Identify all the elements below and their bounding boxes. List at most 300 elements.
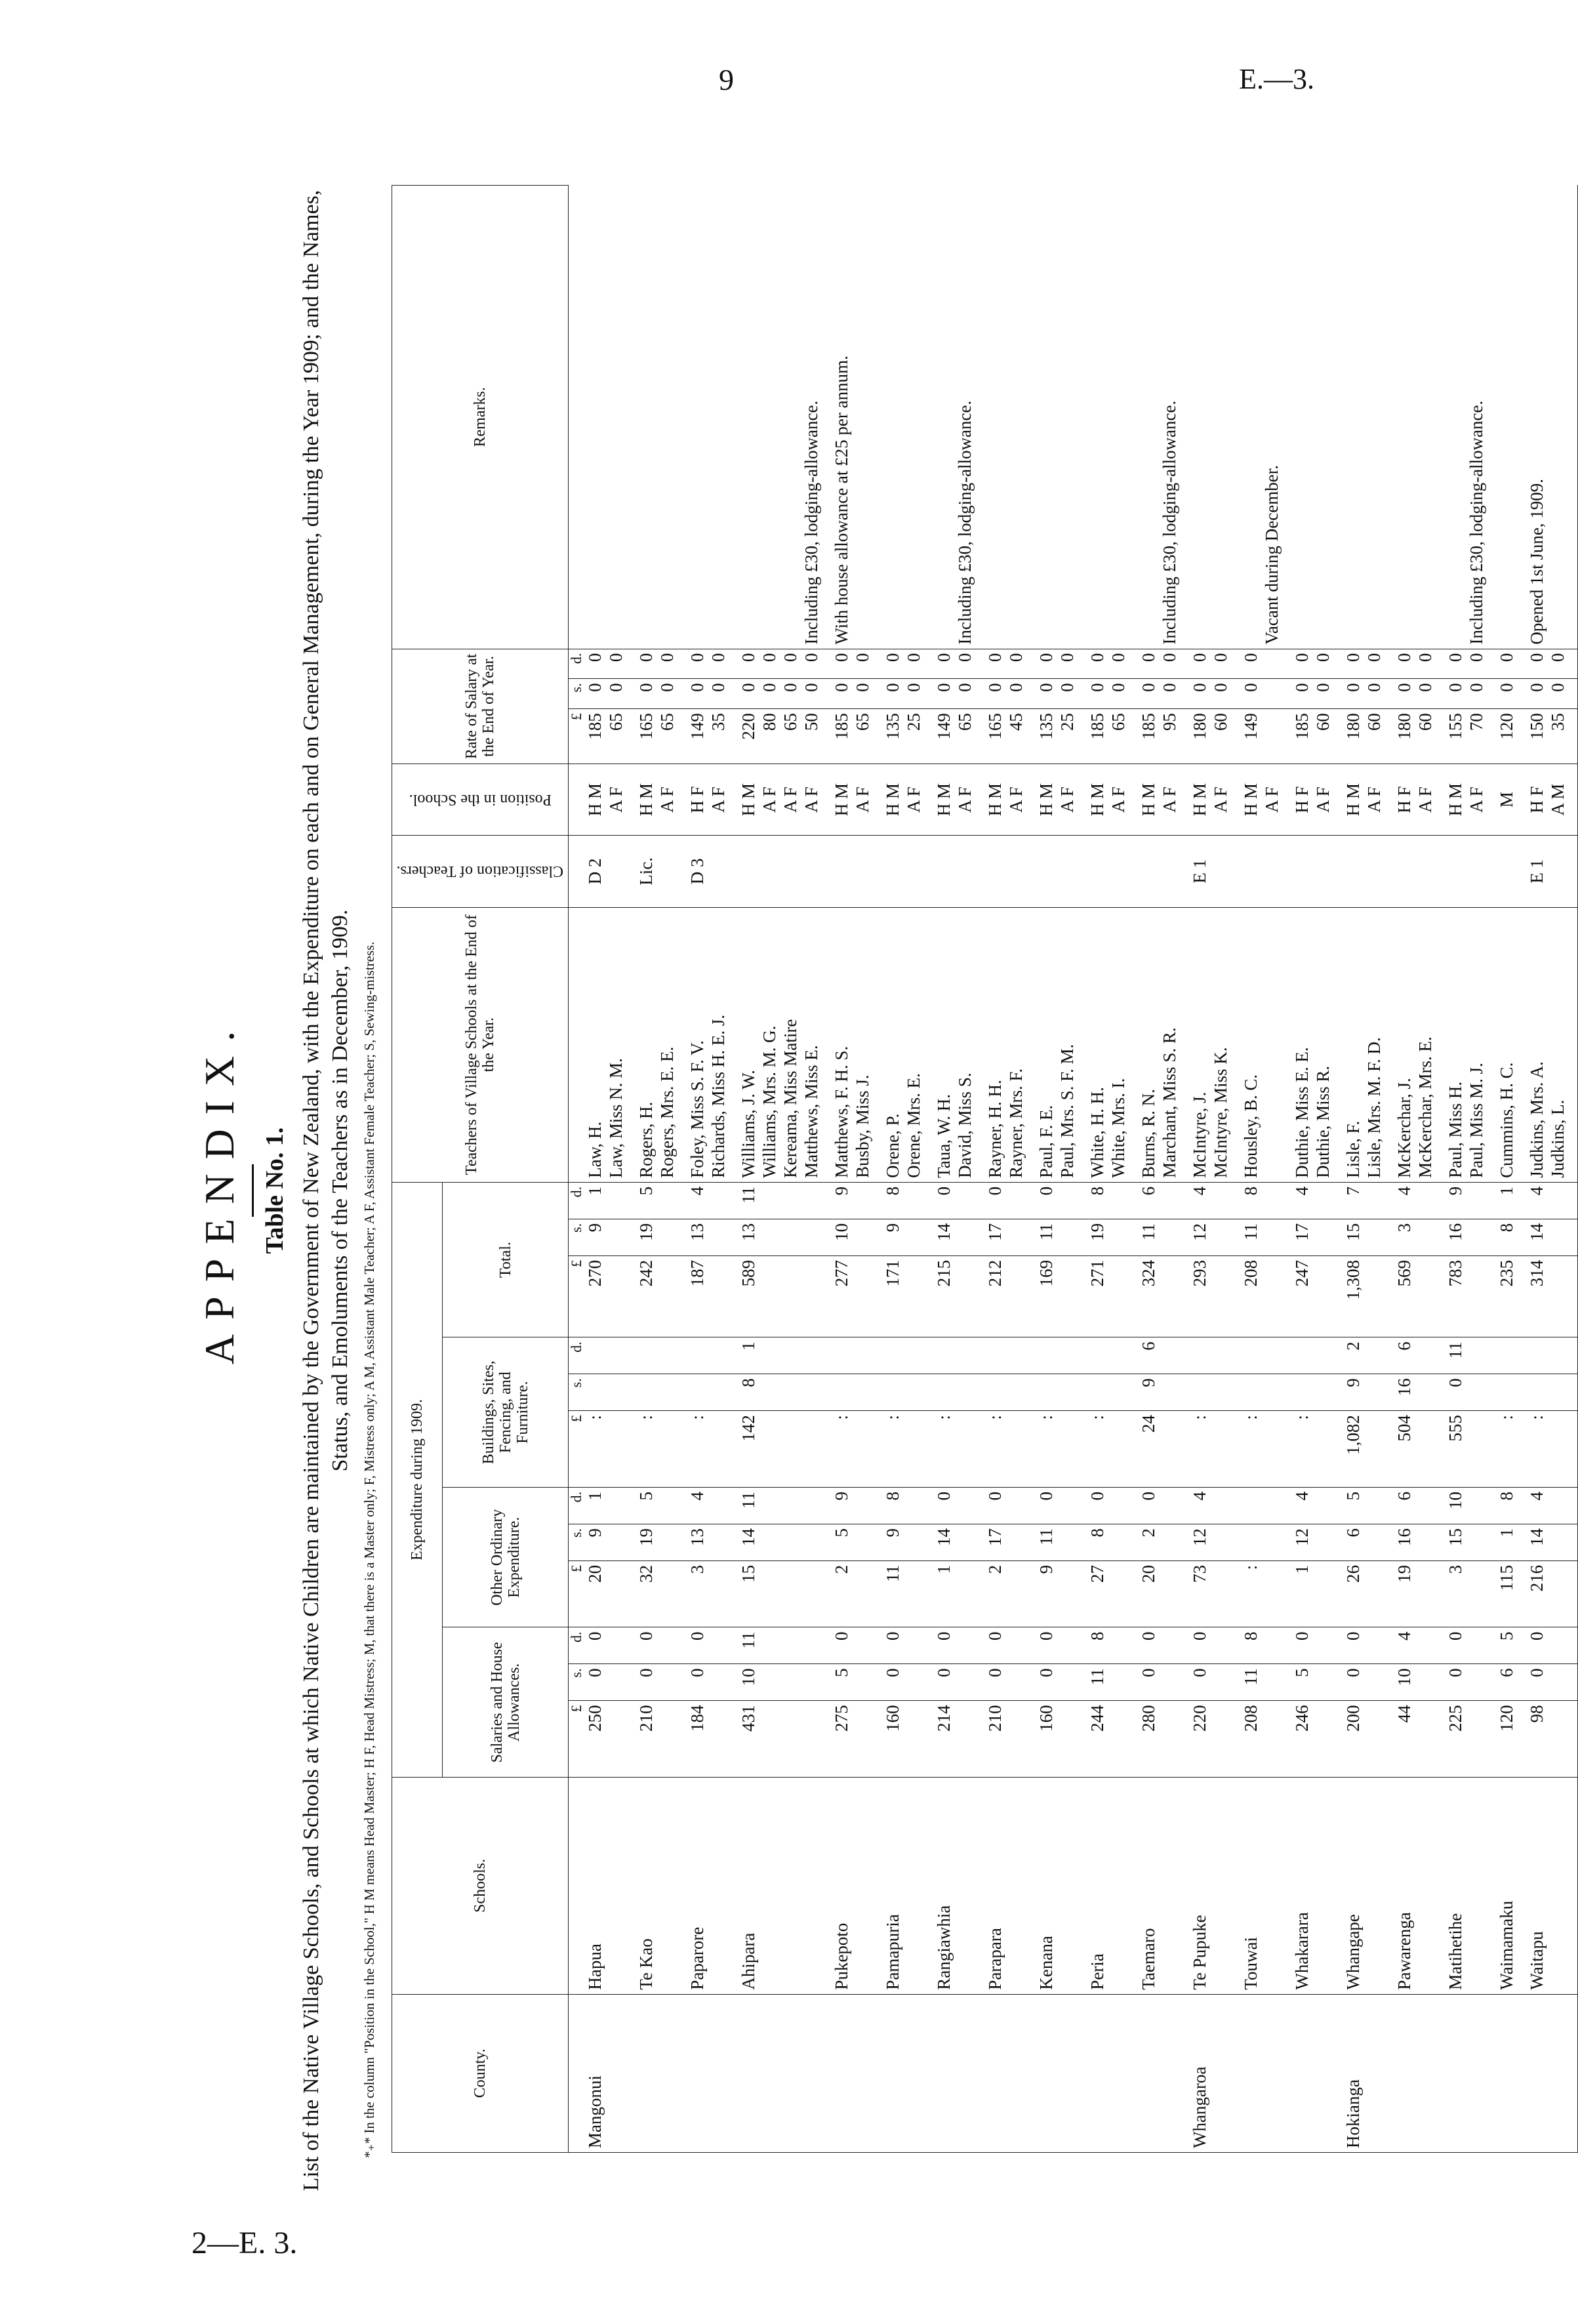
spacer-cell <box>1180 1488 1189 1524</box>
oth-amount: 5 <box>636 1488 657 1524</box>
blank-amount <box>1210 1664 1231 1701</box>
tot-amount: 4 <box>687 1182 708 1219</box>
oth-amount: 6 <box>1343 1524 1364 1560</box>
teacher-classification <box>1466 836 1487 907</box>
blank-amount <box>1466 1337 1487 1374</box>
salary-rate: 0 <box>708 679 729 709</box>
spacer-cell <box>1026 186 1036 649</box>
salary-rate: 0 <box>657 679 678 709</box>
blank-amount <box>1312 1488 1333 1524</box>
salary-rate: 60 <box>1312 709 1333 764</box>
oth-amount: 12 <box>1189 1524 1210 1560</box>
tot-amount: 4 <box>1291 1182 1312 1219</box>
blank-amount <box>759 1524 780 1560</box>
spacer-cell <box>924 1219 933 1255</box>
row-spacer <box>678 186 687 2153</box>
blank-amount <box>1547 1701 1568 1778</box>
spacer-cell <box>1487 1627 1496 1664</box>
spacer-cell <box>729 1337 738 1374</box>
salary-rate: 0 <box>657 649 678 679</box>
spacer-cell <box>1231 1627 1240 1664</box>
spacer-cell <box>1078 1255 1087 1337</box>
sal-amount: 0 <box>1343 1664 1364 1701</box>
county-cell <box>1210 1994 1231 2152</box>
salary-rate: 0 <box>1343 679 1364 709</box>
spacer-cell <box>1568 1255 1578 1337</box>
teacher-name: Matthews, F. H. S. <box>831 907 852 1182</box>
tot-amount: 187 <box>687 1255 708 1337</box>
blank-amount <box>852 1411 873 1488</box>
blank-amount <box>780 1411 801 1488</box>
tot-amount: 9 <box>584 1219 605 1255</box>
bld-amount <box>984 1374 1005 1411</box>
unit-shilling: s. <box>569 679 585 709</box>
blank-amount <box>1005 1219 1026 1255</box>
blank-amount <box>708 1664 729 1701</box>
tot-amount: 8 <box>1087 1182 1108 1219</box>
teacher-position: A F <box>1261 764 1282 836</box>
blank-amount <box>1005 1411 1026 1488</box>
spacer-cell <box>1385 1701 1394 1778</box>
county-cell: Hokianga <box>1343 1994 1364 2152</box>
tot-amount: 4 <box>1189 1182 1210 1219</box>
bld-amount <box>687 1337 708 1374</box>
teacher-name: Paul, F. E. <box>1036 907 1057 1182</box>
county-cell <box>1526 1994 1547 2152</box>
county-cell <box>738 1994 759 2152</box>
spacer-cell <box>822 1664 831 1701</box>
salary-rate: 0 <box>1159 679 1180 709</box>
blank-amount <box>1547 1337 1568 1374</box>
sal-amount: 275 <box>831 1701 852 1778</box>
blank-amount <box>708 1524 729 1560</box>
teacher-remark <box>1547 186 1568 649</box>
spacer-cell <box>1568 649 1578 679</box>
tot-amount: 17 <box>1291 1219 1312 1255</box>
teacher-classification <box>1291 836 1312 907</box>
spacer-cell <box>1282 836 1291 907</box>
salary-rate: 0 <box>1394 649 1415 679</box>
teacher-remark <box>1240 186 1261 649</box>
blank-amount <box>1466 1664 1487 1701</box>
spacer-cell <box>1231 1560 1240 1627</box>
blank-amount <box>954 1219 975 1255</box>
spacer-cell <box>1487 907 1496 1182</box>
tot-amount: 247 <box>1291 1255 1312 1337</box>
teacher-classification <box>1138 836 1159 907</box>
unit-pence: d. <box>569 1182 585 1219</box>
oth-amount: 10 <box>1445 1488 1466 1524</box>
blank-amount <box>759 1701 780 1778</box>
blank-amount <box>1159 1411 1180 1488</box>
salary-rate: 0 <box>1496 679 1517 709</box>
oth-amount: 26 <box>1343 1560 1364 1627</box>
sal-amount: 160 <box>882 1701 903 1778</box>
blank-amount <box>1547 1219 1568 1255</box>
salary-rate: 80 <box>759 709 780 764</box>
spacer-cell <box>1282 1337 1291 1374</box>
spacer-cell <box>1517 1778 1526 1994</box>
table-row <box>954 186 975 2153</box>
sal-amount: 0 <box>687 1664 708 1701</box>
teacher-classification <box>801 836 822 907</box>
oth-amount: 1 <box>584 1488 605 1524</box>
oth-amount <box>1240 1488 1261 1524</box>
teacher-classification <box>1394 836 1415 907</box>
county-cell <box>1291 1994 1312 2152</box>
blank-amount <box>1210 1411 1231 1488</box>
spacer-cell <box>1436 1994 1445 2152</box>
spacer-cell <box>822 1219 831 1255</box>
blank-amount <box>954 1182 975 1219</box>
salary-rate: 0 <box>1394 679 1415 709</box>
bld-amount: : <box>831 1411 852 1488</box>
sal-amount: 220 <box>1189 1701 1210 1778</box>
teacher-name: Foley, Miss S. F. V. <box>687 907 708 1182</box>
teacher-remark: Including £30, lodging-allowance. <box>801 186 822 649</box>
blank-amount <box>1210 1524 1231 1560</box>
tot-amount: 9 <box>831 1182 852 1219</box>
salary-rate: 0 <box>1526 649 1547 679</box>
tot-amount: 19 <box>636 1219 657 1255</box>
teacher-position: A F <box>780 764 801 836</box>
spacer-cell <box>873 1560 882 1627</box>
spacer-cell <box>822 1560 831 1627</box>
bld-amount: 1 <box>738 1337 759 1374</box>
salary-rate: 0 <box>954 649 975 679</box>
table-row <box>1261 186 1282 2153</box>
table-row <box>1087 186 1108 2153</box>
oth-amount: 8 <box>1087 1524 1108 1560</box>
spacer-cell <box>1333 1524 1343 1560</box>
blank-amount <box>1108 1182 1129 1219</box>
blank-amount <box>759 1627 780 1664</box>
oth-amount: 1 <box>1496 1524 1517 1560</box>
blank-amount <box>1364 1701 1385 1778</box>
spacer-cell <box>1078 1182 1087 1219</box>
spacer-cell <box>1385 1337 1394 1374</box>
blank-amount <box>1057 1219 1078 1255</box>
blank-amount <box>1108 1560 1129 1627</box>
blank-amount <box>605 1182 626 1219</box>
spacer-cell <box>1129 1524 1138 1560</box>
bld-amount <box>1036 1374 1057 1411</box>
spacer-cell <box>924 1994 933 2152</box>
county-cell <box>1057 1994 1078 2152</box>
school-name <box>1466 1778 1487 1994</box>
blank-amount <box>852 1560 873 1627</box>
spacer-cell <box>924 186 933 649</box>
spacer-cell <box>1517 836 1526 907</box>
spacer-cell <box>1568 1488 1578 1524</box>
bld-amount: 2 <box>1343 1337 1364 1374</box>
sal-amount: 210 <box>984 1701 1005 1778</box>
oth-amount: 1 <box>1291 1560 1312 1627</box>
blank-amount <box>1261 1374 1282 1411</box>
teacher-classification <box>1343 836 1364 907</box>
blank-amount <box>1159 1560 1180 1627</box>
school-name <box>708 1778 729 1994</box>
teacher-position: H M <box>1445 764 1466 836</box>
blank-amount <box>1364 1560 1385 1627</box>
tot-amount: 8 <box>1496 1219 1517 1255</box>
spacer-cell <box>924 1560 933 1627</box>
sal-amount: 0 <box>1138 1664 1159 1701</box>
spacer-cell <box>1568 1994 1578 2152</box>
tot-amount: 8 <box>1240 1182 1261 1219</box>
salary-rate: 0 <box>1547 649 1568 679</box>
table-row <box>1496 186 1517 2153</box>
oth-amount: 11 <box>738 1488 759 1524</box>
blank-amount <box>903 1488 924 1524</box>
table-row <box>780 186 801 2153</box>
blank-amount <box>903 1374 924 1411</box>
spacer-cell <box>1282 1524 1291 1560</box>
header-salaries: Salaries and House Allowances. <box>443 1627 569 1778</box>
blank-amount <box>780 1664 801 1701</box>
spacer-cell <box>626 649 636 679</box>
oth-amount: 15 <box>1445 1524 1466 1560</box>
schools-table <box>392 185 1578 2153</box>
oth-amount <box>1240 1524 1261 1560</box>
spacer-cell <box>1517 1182 1526 1219</box>
spacer-cell <box>1385 709 1394 764</box>
blank-amount <box>1547 1411 1568 1488</box>
blank-amount <box>708 1182 729 1219</box>
spacer-cell <box>822 709 831 764</box>
spacer-cell <box>1231 1255 1240 1337</box>
spacer-cell <box>1568 1701 1578 1778</box>
bld-amount <box>1087 1374 1108 1411</box>
teacher-name: Duthie, Miss R. <box>1312 907 1333 1182</box>
spacer-cell <box>1129 1701 1138 1778</box>
blank-amount <box>1415 1182 1436 1219</box>
blank-amount <box>1210 1337 1231 1374</box>
tot-amount: 293 <box>1189 1255 1210 1337</box>
blank-amount <box>1159 1337 1180 1374</box>
spacer-cell <box>1436 649 1445 679</box>
tot-amount: 4 <box>1526 1182 1547 1219</box>
teacher-position: H M <box>1343 764 1364 836</box>
sal-amount: 208 <box>1240 1701 1261 1778</box>
blank-amount <box>954 1560 975 1627</box>
spacer-cell <box>1517 1627 1526 1664</box>
salary-rate: 0 <box>759 649 780 679</box>
spacer-cell <box>1282 649 1291 679</box>
unit-pound: £ <box>569 1560 585 1627</box>
spacer-cell <box>1180 1994 1189 2152</box>
teacher-remark <box>1057 186 1078 649</box>
blank-amount <box>954 1337 975 1374</box>
spacer-cell <box>1436 907 1445 1182</box>
county-cell <box>933 1994 954 2152</box>
sal-amount: 0 <box>1343 1627 1364 1664</box>
spacer-cell <box>975 1255 984 1337</box>
teacher-classification <box>933 836 954 907</box>
oth-amount: 14 <box>1526 1524 1547 1560</box>
spacer-cell <box>1333 764 1343 836</box>
spacer-cell <box>1026 1411 1036 1488</box>
teacher-position: H M <box>933 764 954 836</box>
spacer-cell <box>1129 1488 1138 1524</box>
salary-rate: 0 <box>1087 649 1108 679</box>
blank-amount <box>657 1255 678 1337</box>
teacher-name: Orene, P. <box>882 907 903 1182</box>
bld-amount <box>1240 1374 1261 1411</box>
spacer-cell <box>1333 649 1343 679</box>
oth-amount: 6 <box>1394 1488 1415 1524</box>
teacher-remark: Including £30, lodging-allowance. <box>954 186 975 649</box>
oth-amount: : <box>1240 1560 1261 1627</box>
table-row <box>1364 186 1385 2153</box>
tot-amount: 14 <box>933 1219 954 1255</box>
spacer-cell <box>1180 649 1189 679</box>
spacer-cell <box>822 1374 831 1411</box>
spacer-cell <box>1026 649 1036 679</box>
spacer-cell <box>873 1701 882 1778</box>
school-name: Te Kao <box>636 1778 657 1994</box>
teacher-classification <box>903 836 924 907</box>
sal-amount: 11 <box>1087 1664 1108 1701</box>
bld-amount <box>584 1337 605 1374</box>
bld-amount <box>687 1374 708 1411</box>
spacer-cell <box>1180 764 1189 836</box>
school-name <box>1210 1778 1231 1994</box>
spacer-cell <box>1282 1994 1291 2152</box>
bld-amount: 6 <box>1394 1337 1415 1374</box>
spacer-cell <box>1385 1488 1394 1524</box>
blank-amount <box>801 1374 822 1411</box>
blank-amount <box>1415 1664 1436 1701</box>
blank-amount <box>1312 1664 1333 1701</box>
blank-amount <box>801 1627 822 1664</box>
description-line-2: each and on General Management, during the Year 1909; and the Names, Status, and Emoluments of the Teachers as in December, 1909. <box>299 190 352 1472</box>
spacer-cell <box>822 1488 831 1524</box>
salary-rate: 0 <box>1291 679 1312 709</box>
bld-amount: 142 <box>738 1411 759 1488</box>
table-row <box>1312 186 1333 2153</box>
spacer-cell <box>1436 1778 1445 1994</box>
salary-rate: 0 <box>903 679 924 709</box>
spacer-cell <box>924 1411 933 1488</box>
salary-rate: 50 <box>801 709 822 764</box>
teacher-remark <box>1343 186 1364 649</box>
blank-amount <box>903 1219 924 1255</box>
county-cell <box>1466 1994 1487 2152</box>
teacher-position: H M <box>738 764 759 836</box>
bld-amount: : <box>1189 1411 1210 1488</box>
sal-amount: 6 <box>1496 1664 1517 1701</box>
spacer-cell <box>1129 1219 1138 1255</box>
salary-rate: 0 <box>1466 649 1487 679</box>
teacher-remark: Including £30, lodging-allowance. <box>1159 186 1180 649</box>
spacer-cell <box>678 709 687 764</box>
spacer-cell <box>1129 1255 1138 1337</box>
teacher-position: A F <box>1312 764 1333 836</box>
blank-amount <box>1261 1524 1282 1560</box>
blank-amount <box>605 1255 626 1337</box>
county-cell <box>903 1994 924 2152</box>
table-row <box>1189 186 1210 2153</box>
school-name <box>1159 1778 1180 1994</box>
teacher-position: H M <box>831 764 852 836</box>
tot-amount: 4 <box>1394 1182 1415 1219</box>
sal-amount: 246 <box>1291 1701 1312 1778</box>
blank-amount <box>1005 1701 1026 1778</box>
spacer-cell <box>678 1219 687 1255</box>
row-spacer <box>1231 186 1240 2153</box>
spacer-cell <box>1078 1337 1087 1374</box>
teacher-remark <box>1005 186 1026 649</box>
header-position: Position in the School. <box>392 764 569 836</box>
blank-amount <box>657 1374 678 1411</box>
spacer-cell <box>822 1994 831 2152</box>
table-row <box>759 186 780 2153</box>
bld-amount <box>882 1374 903 1411</box>
bld-amount: : <box>1240 1411 1261 1488</box>
teacher-remark <box>1108 186 1129 649</box>
spacer-cell <box>1026 1182 1036 1219</box>
spacer-cell <box>1436 1560 1445 1627</box>
blank-amount <box>780 1255 801 1337</box>
blank-amount <box>1466 1411 1487 1488</box>
spacer-cell <box>1385 1255 1394 1337</box>
blank-amount <box>708 1337 729 1374</box>
salary-rate: 185 <box>1087 709 1108 764</box>
tot-amount: 16 <box>1445 1219 1466 1255</box>
blank-amount <box>1364 1374 1385 1411</box>
spacer-cell <box>924 1337 933 1374</box>
spacer-cell <box>1333 1255 1343 1337</box>
spacer-cell <box>678 679 687 709</box>
spacer-cell <box>873 186 882 649</box>
teacher-name: Paul, Miss H. <box>1445 907 1466 1182</box>
spacer-cell <box>1385 186 1394 649</box>
teacher-name: Lisle, F. <box>1343 907 1364 1182</box>
salary-rate: 0 <box>605 679 626 709</box>
blank-amount <box>759 1374 780 1411</box>
blank-amount <box>657 1411 678 1488</box>
header-total: Total. <box>443 1182 569 1337</box>
spacer-cell <box>873 1182 882 1219</box>
oth-amount: 9 <box>1036 1560 1057 1627</box>
salary-rate <box>1261 679 1282 709</box>
spacer-cell <box>626 186 636 649</box>
salary-rate: 0 <box>687 649 708 679</box>
spacer-cell <box>1078 1411 1087 1488</box>
spacer-cell <box>1487 1664 1496 1701</box>
teacher-name <box>1261 907 1282 1182</box>
blank-amount <box>1057 1374 1078 1411</box>
spacer-cell <box>626 1524 636 1560</box>
blank-amount <box>1210 1219 1231 1255</box>
tot-amount: 1 <box>584 1182 605 1219</box>
table-row <box>1445 186 1466 2153</box>
blank-amount <box>1057 1337 1078 1374</box>
school-name: Whakarara <box>1291 1778 1312 1994</box>
row-spacer <box>873 186 882 2153</box>
spacer-cell <box>1078 907 1087 1182</box>
sal-amount: 0 <box>1526 1664 1547 1701</box>
teacher-remark <box>738 186 759 649</box>
blank-amount <box>1108 1701 1129 1778</box>
salary-rate: 95 <box>1159 709 1180 764</box>
table-row <box>1394 186 1415 2153</box>
sal-amount: 0 <box>636 1664 657 1701</box>
oth-amount: 19 <box>636 1524 657 1560</box>
spacer-cell <box>1231 649 1240 679</box>
spacer-cell <box>1078 764 1087 836</box>
